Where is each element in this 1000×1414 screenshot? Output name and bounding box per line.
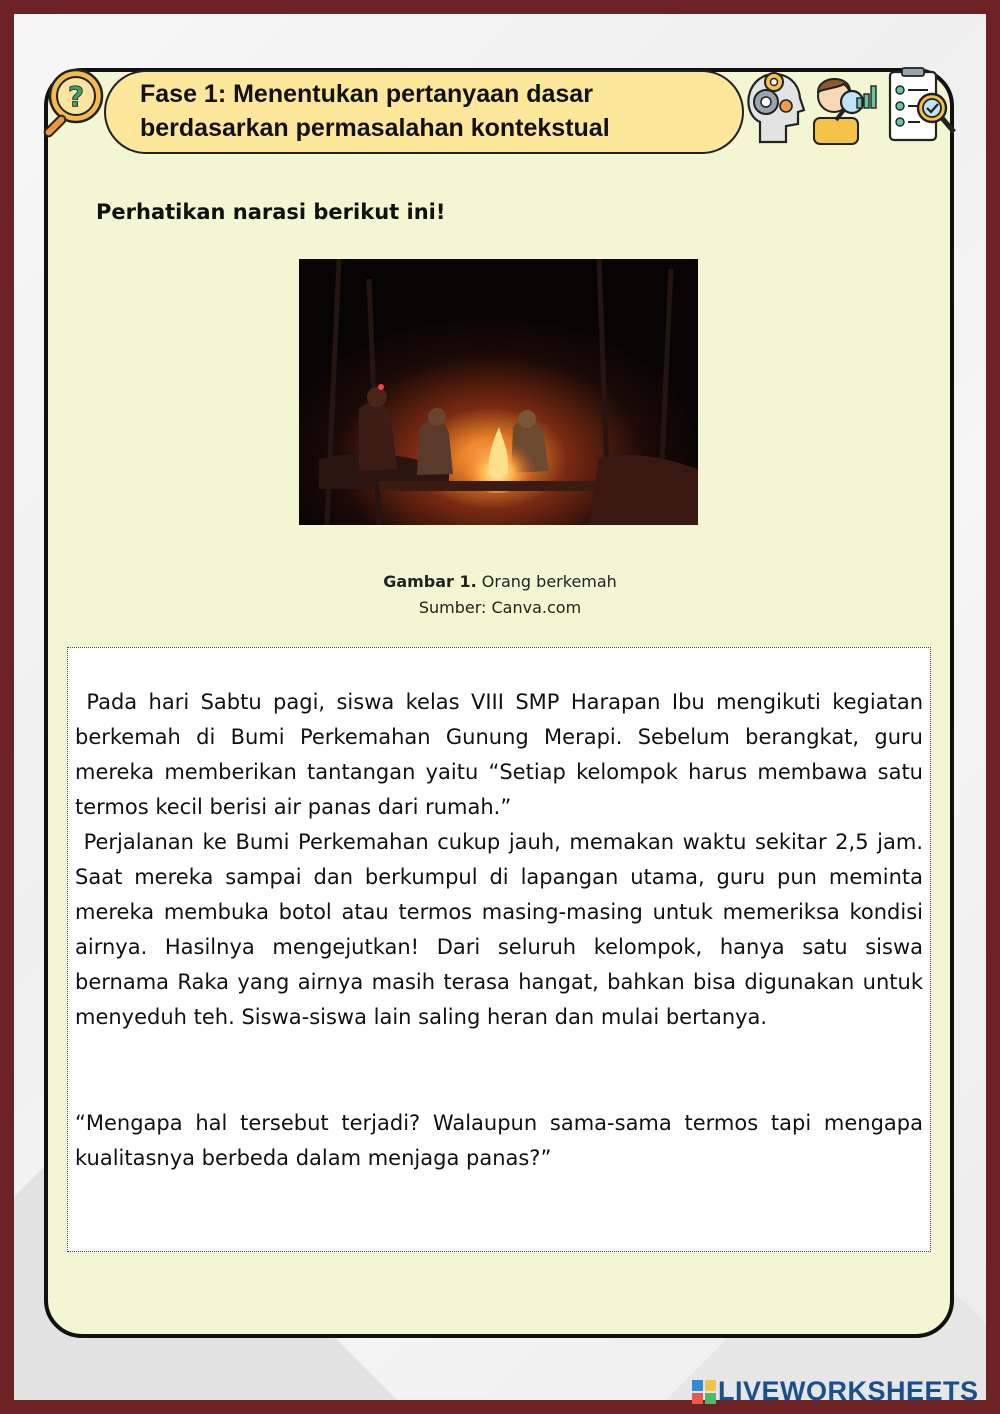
phase-title [104, 70, 744, 154]
analyst-chart-icon [808, 66, 882, 146]
narrative-paragraph-1: Pada hari Sabtu pagi, siswa kelas VIII SMP Harapan Ibu mengikuti kegiatan berkemah di Bumi Perkemahan Gunung Merapi. Sebelum berangkat, guru mereka memberikan tantangan yaitu “Setiap kelompok harus membawa satu termos kecil berisi air panas dari rumah.” [75, 690, 923, 819]
figure-caption [300, 572, 700, 591]
narrative-box [67, 647, 931, 1252]
header-icons [740, 66, 958, 148]
narrative-paragraph-2: Perjalanan ke Bumi Perkemahan cukup jauh, memakan waktu sekitar 2,5 jam. Saat mereka sampai dan berkumpul di lapangan utama, guru pun meminta mereka membuka botol atau termos masing-masing untuk memeriksa kondisi airnya. Hasilnya mengejutkan! Dari seluruh kelompok, hanya satu siswa bernama Raka yang airnya masih terasa hangat, bahkan bisa digunakan untuk menyeduh teh. Siswa-siswa lain saling heran dan mulai bertanya. [75, 830, 923, 1029]
figure-caption-text: Orang berkemah [476, 572, 617, 591]
phase-title-line-1: Fase 1: Menentukan pertanyaan dasar [140, 80, 593, 108]
gear-head-icon [740, 66, 806, 146]
liveworksheets-logo[interactable] [690, 1376, 990, 1406]
figure-caption-label: Gambar 1. [383, 572, 477, 591]
liveworksheets-mark-icon [692, 1380, 716, 1404]
svg-text:?: ? [67, 80, 85, 113]
figure-source: Sumber: Canva.com [418, 598, 582, 617]
instruction-heading: Perhatikan narasi berikut ini! [96, 200, 446, 224]
magnifier-question-icon [40, 66, 106, 140]
liveworksheets-brand-text: LIVEWORKSHEETS [718, 1376, 979, 1406]
narrative-question: “Mengapa hal tersebut terjadi? Walaupun sama-sama termos tapi mengapa kualitasnya berbeda dalam menjaga panas?” [75, 1111, 923, 1170]
checklist-search-icon [886, 66, 958, 146]
campfire-photo [299, 259, 698, 525]
phase-title-line-2: berdasarkan permasalahan kontekstual [140, 114, 610, 142]
